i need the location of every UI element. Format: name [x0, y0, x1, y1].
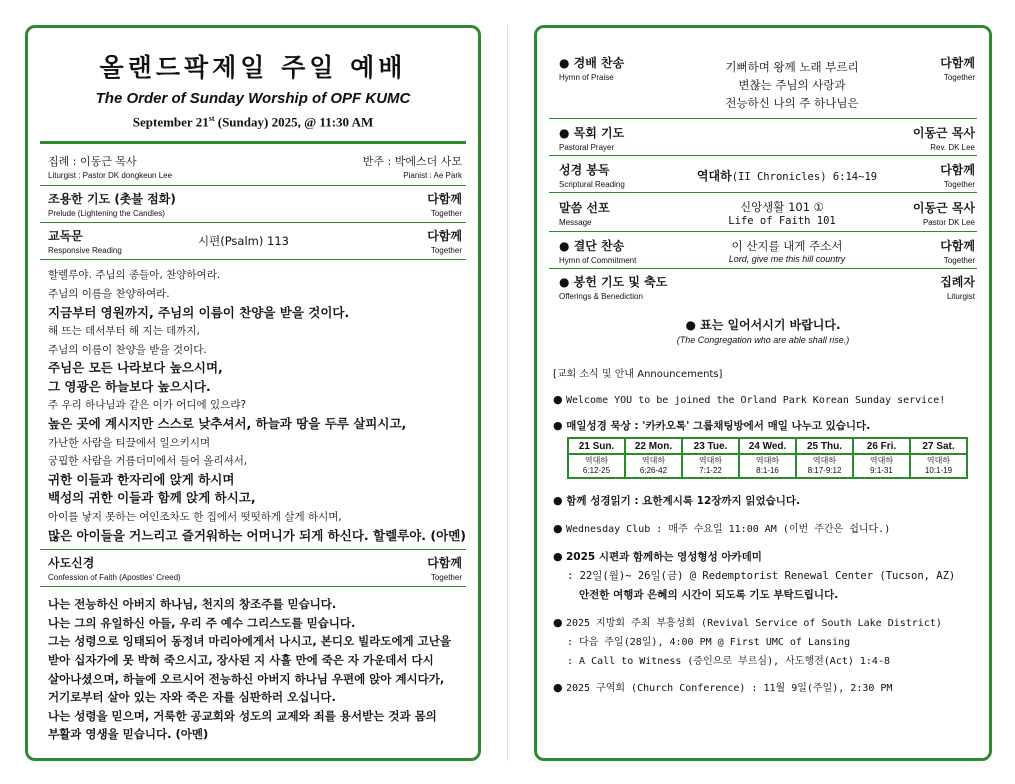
- liturgist-ko: 집례 : 이동근 목사: [48, 155, 137, 169]
- psalm-line: 주님은 모든 나라보다 높으시며,: [48, 360, 223, 376]
- schedule-ref: 8:1-16: [756, 466, 779, 475]
- left-page: [25, 25, 481, 761]
- header-rule: [40, 141, 466, 144]
- schedule-ref: 6:26-42: [639, 466, 668, 475]
- title-english: The Order of Sunday Worship of OPF KUMC: [95, 90, 411, 107]
- creed-line: 부활과 영생을 믿습니다. (아멘): [48, 727, 209, 742]
- liturgist-row: [28, 154, 478, 180]
- commitment-ko: ● 결단 찬송: [559, 239, 625, 253]
- psalm-line: 백성의 귀한 이들과 함께 앉게 하시고,: [48, 490, 256, 506]
- hymn-line: 기뻐하며 왕께 노래 부르리: [725, 60, 859, 74]
- schedule-reading: [682, 454, 739, 478]
- schedule-day: 23 Tue.: [682, 438, 739, 454]
- commitment-en: Hymn of Commitment: [559, 256, 637, 265]
- schedule-reading: [625, 454, 682, 478]
- schedule-reading: [796, 454, 853, 478]
- psalm-line: 지금부터 영원까지, 주님의 이름이 찬양을 받을 것이다.: [48, 304, 350, 320]
- message-title: 신앙생활 101 ① Life of Faith 101: [728, 200, 836, 227]
- prelude-row: [28, 192, 478, 218]
- psalm-line: 주님의 이름이 찬양을 받을 것이다.: [48, 343, 207, 356]
- pastoral-prayer-ko: ● 목회 기도: [559, 126, 625, 140]
- ann-church-conference: ● 2025 구역회 (Church Conference) : 11월 9일(주일), 2:30 PM: [553, 681, 893, 694]
- schedule-book: 역대하: [926, 456, 951, 465]
- schedule-book: 역대하: [755, 456, 780, 465]
- schedule-reading: [568, 454, 625, 478]
- ann-together-reading: ● 함께 성경읽기 : 요한계시록 12장까지 읽었습니다.: [553, 494, 801, 507]
- ann-academy: ● 2025 시편과 함께하는 영성형성 아카데미 : 22일(월)~ 26일(금) @ Redemptorist Renewal Center (Tucson, AZ) 안전한 여행과 은혜의 시간이 되도록 기도 부탁드립니다.: [553, 550, 956, 601]
- psalm-line: 주 우리 하나님과 같은 이가 어디에 있으랴?: [48, 399, 247, 412]
- creed-row: [28, 556, 478, 582]
- message-ko: 말씀 선포: [559, 201, 610, 215]
- creed-resp-en: Together: [430, 573, 462, 583]
- schedule-day: 25 Thu.: [796, 438, 853, 454]
- hymn-praise-row: [537, 54, 989, 112]
- creed-line: 거기로부터 살아 있는 자와 죽은 자를 심판하러 오십니다.: [48, 690, 336, 705]
- psalm-text: [28, 266, 478, 545]
- creed-text: [28, 595, 478, 744]
- prelude-resp-ko: 다함께: [427, 192, 462, 207]
- commitment-row: [537, 237, 989, 265]
- message-resp-ko: 이동근 목사: [912, 201, 975, 215]
- announcements-header: [교회 소식 및 안내 Announcements]: [553, 369, 723, 380]
- schedule-book: 역대하: [812, 456, 837, 465]
- responsive-reading-row: [28, 229, 478, 255]
- hymn-praise-ko: ● 경배 찬송: [559, 56, 625, 70]
- psalm-line: 그 영광은 하늘보다 높으시다.: [48, 378, 211, 394]
- hymn-praise-en: Hymn of Praise: [559, 73, 614, 82]
- psalm-line: 해 뜨는 데서부터 해 지는 데까지,: [48, 325, 200, 338]
- psalm-line: 가난한 사람을 티끌에서 일으키시며: [48, 436, 211, 449]
- creed-ko: 사도신경: [48, 556, 95, 571]
- psalm-line: 많은 아이들을 거느리고 즐거워하는 어머니가 되게 하신다. 할렐루야. (아멘): [48, 527, 466, 543]
- psalm-line: 아이를 낳지 못하는 여인조차도 한 집에서 떳떳하게 살게 하시며,: [48, 511, 342, 524]
- ann-welcome: ● Welcome YOU to be joined the Orland Park Korean Sunday service!: [553, 393, 946, 406]
- scripture-resp-en: Together: [943, 180, 975, 189]
- schedule-ref: 8:17-9:12: [807, 466, 842, 475]
- offering-resp-en: Liturgist: [946, 292, 975, 301]
- schedule-ref: 9:1-31: [870, 466, 893, 475]
- responsive-resp-en: Together: [430, 246, 462, 256]
- schedule-reading: [910, 454, 967, 478]
- prelude-resp-en: Together: [430, 209, 462, 219]
- offering-row: [537, 274, 989, 300]
- liturgist-en: Liturgist : Pastor DK dongkeun Lee: [48, 171, 173, 181]
- hymn-line: 변찮는 주님의 사랑과: [738, 78, 846, 92]
- offering-ko: ● 봉헌 기도 및 축도: [559, 275, 668, 289]
- pianist-en: Pianist : Ae Park: [403, 171, 462, 181]
- scripture-row: [537, 162, 989, 188]
- stand-notice: ● 표는 일어서시기 바랍니다. (The Congregation who are able shall rise.): [676, 318, 850, 345]
- responsive-en: Responsive Reading: [48, 246, 122, 256]
- schedule-reading: [739, 454, 796, 478]
- schedule-book: 역대하: [698, 456, 723, 465]
- creed-en: Confession of Faith (Apostles' Creed): [48, 573, 181, 583]
- message-resp-en: Pastor DK Lee: [922, 218, 975, 227]
- schedule-day: 26 Fri.: [853, 438, 910, 454]
- message-row: [537, 199, 989, 227]
- psalm-line: 궁핍한 사람을 거름더미에서 들어 올리셔서,: [48, 455, 248, 468]
- scripture-en: Scriptural Reading: [559, 180, 625, 189]
- scripture-ko: 성경 봉독: [559, 163, 610, 177]
- hymn-praise-resp-ko: 다함께: [940, 56, 975, 70]
- creed-line: 살아나셨으며, 하늘에 오르시어 전능하신 아버지 하나님 우편에 앉아 계시다가,: [48, 671, 445, 686]
- schedule-reading: [853, 454, 910, 478]
- bible-reading-schedule: [567, 437, 968, 479]
- commitment-hymn: 이 산지를 내게 주소서 Lord, give me this hill country: [728, 239, 846, 264]
- schedule-day: 24 Wed.: [739, 438, 796, 454]
- ann-wednesday-club: ● Wednesday Club : 매주 수요일 11:00 AM (이번 주간은 쉽니다.): [553, 522, 891, 535]
- hymn-line: 전능하신 나의 주 하나님은: [725, 96, 859, 110]
- schedule-ref: 7:1-22: [699, 466, 722, 475]
- hymn-praise-resp-en: Together: [943, 73, 975, 82]
- creed-line: 나는 성령을 믿으며, 거룩한 공교회와 성도의 교제와 죄를 용서받는 것과 몸의: [48, 708, 437, 723]
- pastoral-prayer-resp-en: Rev. DK Lee: [930, 143, 975, 152]
- schedule-ref: 6:12-25: [582, 466, 611, 475]
- creed-line: 나는 그의 유일하신 아들, 우리 주 예수 그리스도를 믿습니다.: [48, 615, 356, 630]
- schedule-day: 27 Sat.: [910, 438, 967, 454]
- pastoral-prayer-row: [537, 125, 989, 151]
- offering-resp-ko: 집례자: [940, 275, 975, 289]
- title-korean: 올랜드팍제일 주일 예배: [99, 53, 407, 82]
- schedule-day: 22 Mon.: [625, 438, 682, 454]
- page-fold: [507, 25, 508, 761]
- psalm-line: 주님의 이름을 찬양하여라.: [48, 287, 170, 300]
- commitment-resp-en: Together: [943, 256, 975, 265]
- schedule-book: 역대하: [869, 456, 894, 465]
- schedule-book: 역대하: [584, 456, 609, 465]
- pianist-ko: 반주 : 박에스더 사모: [362, 155, 462, 169]
- commitment-resp-ko: 다함께: [940, 239, 975, 253]
- creed-line: 나는 전능하신 아버지 하나님, 천지의 창조주를 믿습니다.: [48, 597, 337, 612]
- responsive-resp-ko: 다함께: [427, 229, 462, 244]
- responsive-passage: 시편(Psalm) 113: [198, 234, 289, 249]
- creed-resp-ko: 다함께: [427, 556, 462, 571]
- hymn-praise-lines: [679, 58, 905, 112]
- schedule-ref: 10:1-19: [924, 466, 953, 475]
- pastoral-prayer-resp-ko: 이동근 목사: [912, 126, 975, 140]
- prelude-ko: 조용한 기도 (촛불 점화): [48, 192, 176, 207]
- ann-revival: ● 2025 지방회 주최 부흥성회 (Revival Service of South Lake District) : 다음 주일(28일), 4:00 PM @ First UMC of Lansing : A Call to Witness (증인으로 부르심), 사도행전(Act) 1:4-8: [553, 616, 942, 667]
- psalm-line: 할렐루야. 주님의 종들아, 찬양하여라.: [48, 269, 221, 282]
- creed-line: 그는 성령으로 잉태되어 동정녀 마리아에게서 나시고, 본디오 빌라도에게 고난을: [48, 634, 451, 649]
- service-date: September 21st (Sunday) 2025, @ 11:30 AM: [132, 114, 374, 130]
- message-en: Message: [559, 218, 592, 227]
- creed-line: 받아 십자가에 못 박혀 죽으시고, 장사된 지 사흘 만에 죽은 자 가운데서 다시: [48, 653, 434, 668]
- scripture-passage: 역대하(II Chronicles) 6:14~19: [696, 168, 878, 183]
- psalm-line: 귀한 이들과 한자리에 앉게 하시며: [48, 471, 235, 487]
- schedule-book: 역대하: [641, 456, 666, 465]
- ann-daily-bible: ● 매일성경 묵상 : '카카오톡' 그룹채팅방에서 매일 나누고 있습니다.: [553, 419, 871, 432]
- pastoral-prayer-en: Pastoral Prayer: [559, 143, 615, 152]
- prelude-en: Prelude (Lightening the Candles): [48, 209, 165, 219]
- offering-en: Offerings & Benediction: [559, 292, 643, 301]
- scripture-resp-ko: 다함께: [940, 163, 975, 177]
- right-page: [534, 25, 992, 761]
- psalm-line: 높은 곳에 계시지만 스스로 낮추셔서, 하늘과 땅을 두루 살피시고,: [48, 416, 407, 432]
- responsive-ko: 교독문: [48, 229, 83, 244]
- schedule-day: 21 Sun.: [568, 438, 625, 454]
